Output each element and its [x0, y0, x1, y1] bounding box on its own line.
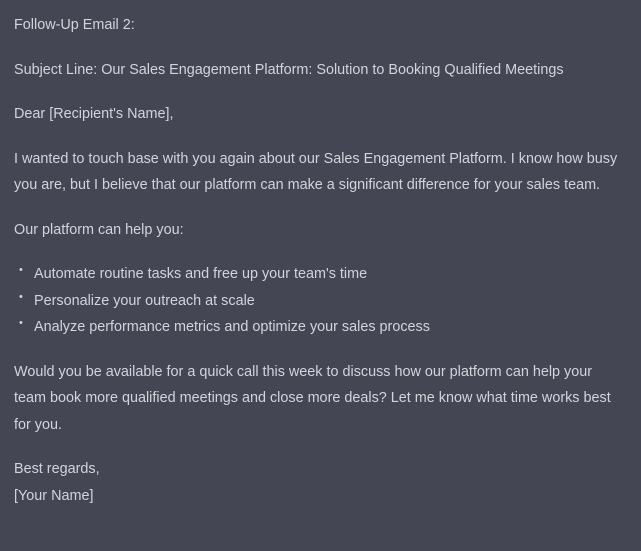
email-greeting: Dear [Recipient's Name], — [14, 106, 174, 122]
email-list-intro: Our platform can help you: — [14, 221, 184, 238]
email-closing: Best regards, — [14, 461, 100, 477]
email-intro-paragraph: I wanted to touch base with you again about our Sales Engagement Platform. I know how busy you are, but I believe that our platform can make a significant difference for your sales team. — [14, 150, 618, 193]
list-item-text: Automate routine tasks and free up your team's time — [34, 266, 368, 282]
email-subject-line: Subject Line: Our Sales Engagement Platform: Solution to Booking Qualified Meetings — [14, 61, 564, 78]
email-call-to-action: Would you be available for a quick call this week to discuss how our platform can help your team book more qualified meetings and close more deals? Let me know what time works best for you. — [14, 363, 611, 433]
bullet-icon: • — [19, 290, 23, 303]
benefits-list — [14, 261, 627, 341]
list-item — [14, 288, 627, 315]
email-signature: [Your Name] — [14, 487, 94, 504]
list-item-text: Analyze performance metrics and optimize your sales process — [34, 319, 430, 335]
list-item-text: Personalize your outreach at scale — [34, 292, 255, 309]
bullet-icon: • — [19, 317, 23, 329]
email-signoff — [14, 456, 627, 509]
bullet-icon: • — [19, 264, 23, 276]
list-item — [14, 314, 627, 341]
email-heading: Follow-Up Email 2: — [14, 17, 135, 33]
list-item — [14, 261, 627, 288]
